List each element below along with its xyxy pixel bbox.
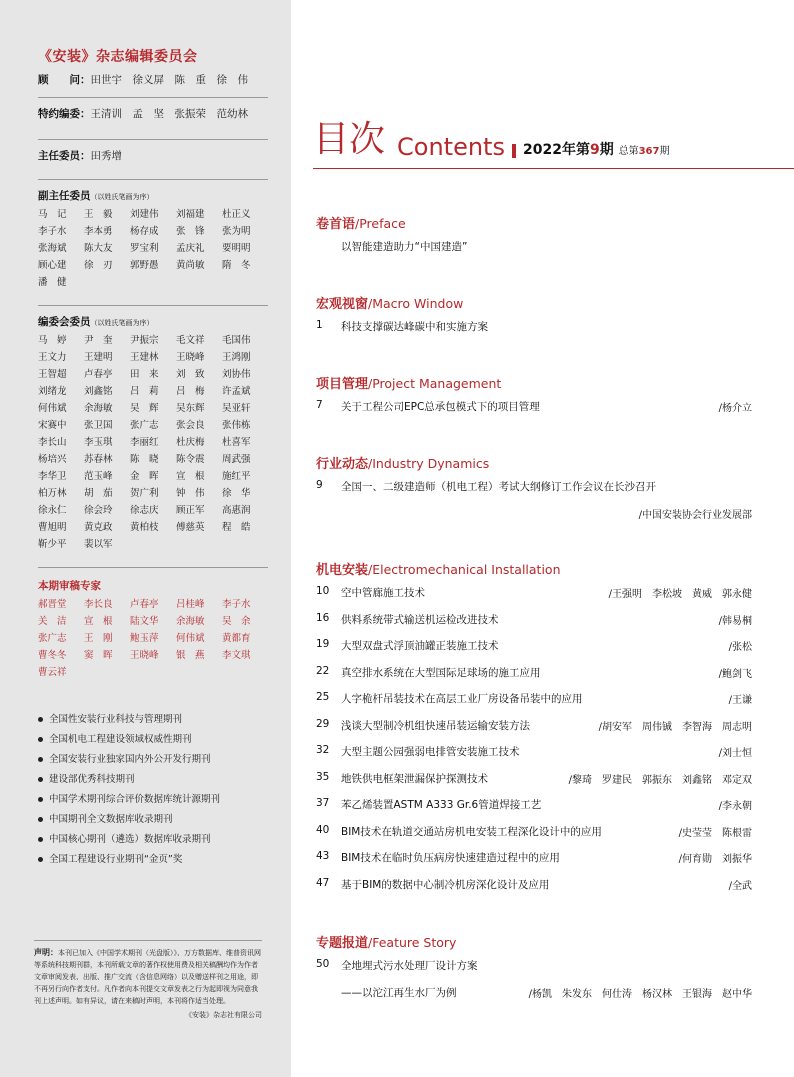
entry-title: 空中管廊施工技术 — [341, 587, 425, 599]
reviewer-name: 郝晋堂 — [38, 599, 67, 610]
reviewer-name: 曹冬冬 — [38, 650, 67, 661]
entry-title: 全国一、二级建造师（机电工程）考试大纲修订工作会议在长沙召开 — [341, 481, 656, 493]
entry-author: /王谦 — [728, 695, 752, 706]
entry-title: 以智能建造助力“中国建造” — [341, 241, 468, 253]
member-name: 张卫国 — [84, 420, 113, 431]
reviewer-name: 李子水 — [222, 599, 251, 610]
member-name: 靳少平 — [38, 539, 67, 550]
special-editors-label: 特约编委： — [38, 108, 91, 120]
entry-page: 47 — [316, 876, 330, 889]
special-editors-row — [38, 106, 268, 121]
section-title: 项目管理/Project Management — [316, 376, 502, 392]
divider — [38, 179, 268, 180]
member-name: 王智超 — [38, 369, 67, 380]
member-name: 杜喜军 — [222, 437, 251, 448]
toc-section — [316, 293, 794, 350]
divider — [38, 97, 268, 98]
member-name: 张会良 — [176, 420, 205, 431]
toc-entry[interactable] — [316, 985, 794, 1001]
entry-title: BIM技术在临时负压病房快速建造过程中的应用 — [341, 852, 560, 864]
entry-title: ——以沱江再生水厂为例 — [341, 986, 457, 999]
issue-marker — [512, 144, 516, 158]
member-name: 吴东辉 — [176, 403, 205, 414]
reviewer-name: 李文琪 — [222, 650, 251, 661]
toc-entry[interactable] — [316, 239, 794, 255]
vice-chair-name: 隋 冬 — [222, 260, 251, 271]
vice-chair-name: 张 锋 — [176, 226, 205, 237]
vice-chair-name: 孟庆礼 — [176, 243, 205, 254]
toc-section — [316, 932, 794, 1015]
chief-row — [38, 148, 268, 163]
member-name: 钟 伟 — [176, 488, 205, 499]
advisors-names: 田世宇 徐义屏 陈 重 徐 伟 — [90, 74, 248, 86]
vice-chair-name: 马 记 — [38, 209, 67, 220]
entry-page: 16 — [316, 611, 330, 624]
members-list — [38, 333, 268, 553]
member-name: 高惠润 — [222, 505, 251, 516]
editorial-board-title: 《安装》杂志编辑委员会 — [38, 49, 198, 65]
vice-chair-name: 杜正义 — [222, 209, 251, 220]
entry-title: BIM技术在轨道交通站房机电安装工程深化设计中的应用 — [341, 825, 602, 838]
editorial-sidebar — [0, 0, 291, 1077]
entry-author: /张松 — [728, 642, 752, 653]
honor-item: 中国期刊全文数据库收录期刊 — [38, 811, 268, 825]
notice-text: 本刊已加入《中国学术期刊（光盘版）》、万方数据库、维普资讯网等系统科技期刊群，本刊所载文章的著作权使用费及相关稿酬均作为作者文章审阅发表、出版、推广交流（含信息网络）以及赠送样刊之用途，即不再另行向作者支付。凡作者向本刊提交文章发表之行为起即视为同意我刊上述声明。如有异议，请在来稿时声明，本刊将作适当处理。 — [34, 949, 261, 1005]
member-name: 贺广利 — [130, 488, 159, 499]
editorial-board — [38, 46, 268, 871]
member-name: 李华卫 — [38, 471, 67, 482]
toc-section — [316, 559, 794, 907]
entry-author: /中国安装协会行业发展部 — [638, 509, 752, 521]
bullet-icon — [38, 837, 43, 842]
toc-section — [316, 453, 794, 536]
vice-chair-name: 刘福建 — [176, 209, 205, 220]
member-name: 柏万林 — [38, 488, 67, 499]
entry-author: /杨介立 — [718, 403, 752, 414]
honor-item: 中国核心期刊（遴选）数据库收录期刊 — [38, 831, 268, 845]
toc-section — [316, 373, 794, 430]
entry-page: 1 — [316, 319, 323, 331]
reviewer-name: 陆文华 — [130, 616, 159, 627]
toc-entry[interactable] — [316, 958, 794, 974]
entry-title: 基于BIM的数据中心制冷机房深化设计及应用 — [341, 878, 550, 891]
honor-item: 全国工程建设行业期刊“金页”奖 — [38, 851, 268, 865]
reviewer-name: 吕桂峰 — [176, 599, 205, 610]
honor-item: 全国安装行业独家国内外公开发行期刊 — [38, 751, 268, 765]
reviewer-name: 银 燕 — [176, 650, 205, 661]
entry-author: /王强明 李松坡 黄威 郭永健 — [608, 589, 752, 600]
toc-entry[interactable] — [316, 771, 794, 787]
toc-entry[interactable] — [316, 506, 794, 522]
advisors-row — [38, 72, 268, 87]
entry-title: 全地埋式污水处理厂设计方案 — [341, 960, 478, 972]
divider — [38, 305, 268, 306]
member-name: 程 皓 — [222, 522, 251, 533]
toc-entry[interactable] — [316, 665, 794, 681]
member-name: 周武强 — [222, 454, 251, 465]
vice-chair-name: 徐 刃 — [84, 260, 113, 271]
member-name: 杨培兴 — [38, 454, 67, 465]
toc-header — [313, 120, 794, 170]
toc-entry[interactable] — [316, 797, 794, 813]
entry-page: 22 — [316, 664, 330, 677]
member-name: 裴以军 — [84, 539, 113, 550]
vice-chair-name: 张海斌 — [38, 243, 67, 254]
member-name: 李玉琪 — [84, 437, 113, 448]
copyright-notice — [34, 940, 262, 1021]
toc-entry[interactable] — [316, 585, 794, 601]
vice-chair-name: 郭野愚 — [130, 260, 159, 271]
bullet-icon — [38, 737, 43, 742]
reviewer-name: 张广志 — [38, 633, 67, 644]
member-name: 张广志 — [130, 420, 159, 431]
vice-chair-name: 杨存成 — [130, 226, 159, 237]
entry-page: 35 — [316, 770, 330, 783]
member-name: 吴 辉 — [130, 403, 159, 414]
vice-chair-name: 张为明 — [222, 226, 251, 237]
entry-title: 大型双盘式浮顶油罐正装施工技术 — [341, 640, 499, 652]
member-name: 徐会玲 — [84, 505, 113, 516]
entry-author: /史莹莹 陈根雷 — [678, 827, 752, 839]
entry-author: /胡安军 周伟铖 李智海 周志明 — [598, 721, 752, 733]
vice-chair-name: 李子水 — [38, 226, 67, 237]
vice-chair-name: 王 毅 — [84, 209, 113, 220]
section-title: 行业动态/Industry Dynamics — [316, 456, 490, 472]
entry-page: 7 — [316, 399, 323, 411]
member-name: 马 婷 — [38, 335, 67, 346]
member-name: 卢春亭 — [84, 369, 113, 380]
member-name: 陈令震 — [176, 454, 205, 465]
entry-title: 苯乙烯装置ASTM A333 Gr.6管道焊接工艺 — [341, 799, 542, 811]
divider — [38, 139, 268, 140]
member-name: 毛文祥 — [176, 335, 205, 346]
bullet-icon — [38, 717, 43, 722]
member-name: 黄柏枝 — [130, 522, 159, 533]
vice-chair-name: 罗宝利 — [130, 243, 159, 254]
member-name: 张伟栋 — [222, 420, 251, 431]
member-name: 李长山 — [38, 437, 67, 448]
member-name: 刘鑫铭 — [84, 386, 113, 397]
reviewer-name: 吴 余 — [222, 616, 251, 627]
entry-page: 50 — [316, 958, 330, 970]
toc-entry[interactable] — [316, 612, 794, 628]
toc-entry[interactable] — [316, 479, 794, 495]
bullet-icon — [38, 797, 43, 802]
member-name: 胡 茄 — [84, 488, 113, 499]
section-title: 专题报道/Feature Story — [316, 935, 457, 951]
member-name: 何伟斌 — [38, 403, 67, 414]
member-name: 王鸿刚 — [222, 352, 251, 363]
member-name: 刘 致 — [176, 369, 205, 380]
advisors-label: 顾 问： — [38, 74, 91, 86]
notice-signature: 《安装》杂志社有限公司 — [185, 1011, 262, 1019]
vice-chair-name: 潘 健 — [38, 277, 67, 288]
entry-author: /何育勋 刘振华 — [678, 854, 752, 865]
entry-title: 供料系统带式输送机运检改进技术 — [341, 613, 499, 626]
reviewer-name: 李长良 — [84, 599, 113, 610]
toc-entry[interactable] — [316, 877, 794, 893]
toc-title-en: Contents — [397, 133, 505, 161]
member-name: 王建明 — [84, 352, 113, 363]
entry-page: 29 — [316, 717, 330, 730]
entry-author: /杨凯 朱发东 何仕涛 杨汉林 王银海 赵中华 — [528, 988, 752, 1000]
member-name: 余海敏 — [84, 403, 113, 414]
reviewers-heading: 本期审稿专家 — [38, 580, 101, 592]
honor-item: 建设部优秀科技期刊 — [38, 771, 268, 785]
member-name: 王文力 — [38, 352, 67, 363]
member-name: 金 晖 — [130, 471, 159, 482]
member-name: 徐志庆 — [130, 505, 159, 516]
entry-author: /全武 — [728, 880, 752, 892]
member-name: 吕 莉 — [130, 386, 159, 397]
vice-chair-name: 陈大友 — [84, 243, 113, 254]
entry-title: 真空排水系统在大型国际足球场的施工应用 — [341, 666, 541, 679]
entry-title: 浅谈大型制冷机组快速吊装运输安装方法 — [341, 719, 530, 732]
member-name: 宣 根 — [176, 471, 205, 482]
vice-chair-name: 要明明 — [222, 243, 251, 254]
reviewer-name: 王晓峰 — [130, 650, 159, 661]
section-title: 机电安装/Electromechanical Installation — [316, 562, 561, 578]
chief-label: 主任委员： — [38, 150, 91, 162]
toc-entry[interactable] — [316, 744, 794, 760]
toc-title-cn: 目次 — [313, 119, 386, 160]
header-rule — [313, 168, 794, 169]
toc-entry[interactable] — [316, 850, 794, 866]
reviewer-name: 余海敏 — [176, 616, 205, 627]
issue-info: 2022年第9期 总第367期 — [523, 142, 670, 158]
toc-entry[interactable] — [316, 399, 794, 415]
bullet-icon — [38, 817, 43, 822]
entry-title: 关于工程公司EPC总承包模式下的项目管理 — [341, 401, 540, 413]
member-name: 傅慈英 — [176, 522, 205, 533]
toc-entry[interactable] — [316, 638, 794, 654]
entry-page: 32 — [316, 744, 330, 756]
member-name: 徐永仁 — [38, 505, 67, 516]
entry-page: 25 — [316, 691, 330, 703]
honor-item: 全国性安装行业科技与管理期刊 — [38, 711, 268, 725]
member-name: 许孟斌 — [222, 386, 251, 397]
vice-chairs-heading: 副主任委员（以姓氏笔画为序） — [38, 190, 154, 202]
reviewer-name: 曹云祥 — [38, 667, 67, 678]
toc-entry[interactable] — [316, 319, 794, 335]
chief-name: 田秀增 — [90, 150, 122, 162]
entry-page: 37 — [316, 797, 330, 809]
member-name: 李丽红 — [130, 437, 159, 448]
entry-author: /黎琦 罗建民 郭振东 刘鑫铭 邓定双 — [568, 774, 752, 786]
member-name: 施红平 — [222, 471, 251, 482]
member-name: 刘协伟 — [222, 369, 251, 380]
section-title: 卷首语/Preface — [316, 216, 406, 232]
reviewer-name: 鲍玉萍 — [130, 633, 159, 644]
entry-page: 10 — [316, 585, 330, 597]
entry-author: /鲍剑飞 — [718, 668, 752, 680]
bullet-icon — [38, 777, 43, 782]
member-name: 顾正军 — [176, 505, 205, 516]
member-name: 王晓峰 — [176, 352, 205, 363]
notice-label: 声明： — [34, 948, 58, 957]
member-name: 王建林 — [130, 352, 159, 363]
entry-title: 大型主题公园强弱电排管安装施工技术 — [341, 746, 520, 758]
honors-list — [38, 711, 268, 865]
entry-page: 19 — [316, 638, 330, 650]
reviewer-name: 王 刚 — [84, 633, 113, 644]
divider — [38, 567, 268, 568]
member-name: 曹旭明 — [38, 522, 67, 533]
member-name: 毛国伟 — [222, 335, 251, 346]
member-name: 黄克政 — [84, 522, 113, 533]
member-name: 徐 华 — [222, 488, 251, 499]
section-title: 宏观视窗/Macro Window — [316, 296, 464, 312]
entry-title: 人字桅杆吊装技术在高层工业厂房设备吊装中的应用 — [341, 693, 583, 705]
member-name: 宋赛中 — [38, 420, 67, 431]
members-heading: 编委会委员（以姓氏笔画为序） — [38, 316, 154, 328]
entry-page: 9 — [316, 479, 323, 491]
member-name: 范玉峰 — [84, 471, 113, 482]
table-of-contents — [313, 0, 794, 1077]
member-name: 苏春林 — [84, 454, 113, 465]
reviewer-name: 卢春亭 — [130, 599, 159, 610]
reviewer-name: 窦 晖 — [84, 650, 113, 661]
member-name: 田 来 — [130, 369, 159, 380]
toc-entry[interactable] — [316, 824, 794, 840]
member-name: 刘绪龙 — [38, 386, 67, 397]
toc-section — [316, 213, 794, 270]
entry-author: /李永朝 — [718, 801, 752, 812]
reviewers-list — [38, 597, 268, 681]
entry-page: 40 — [316, 823, 330, 836]
reviewer-name: 关 洁 — [38, 616, 67, 627]
bullet-icon — [38, 857, 43, 862]
bullet-icon — [38, 757, 43, 762]
reviewer-name: 何伟斌 — [176, 633, 205, 644]
vice-chair-name: 黄尚敏 — [176, 260, 205, 271]
vice-chair-name: 刘建伟 — [130, 209, 159, 220]
toc-entry[interactable] — [316, 691, 794, 707]
reviewer-name: 宣 根 — [84, 616, 113, 627]
vice-chair-name: 李本勇 — [84, 226, 113, 237]
reviewer-name: 黄都育 — [222, 633, 251, 644]
member-name: 杜庆梅 — [176, 437, 205, 448]
member-name: 吕 梅 — [176, 386, 205, 397]
entry-author: /刘士恒 — [718, 748, 752, 759]
entry-title: 科技支撑碳达峰碳中和实施方案 — [341, 321, 488, 333]
member-name: 陈 晓 — [130, 454, 159, 465]
honor-item: 全国机电工程建设领域权威性期刊 — [38, 731, 268, 745]
honor-item: 中国学术期刊综合评价数据库统计源期刊 — [38, 791, 268, 805]
special-editors-names: 王清训 孟 坚 张振荣 范幼林 — [90, 108, 248, 120]
member-name: 尹振宗 — [130, 335, 159, 346]
member-name: 吴亚轩 — [222, 403, 251, 414]
toc-entry[interactable] — [316, 718, 794, 734]
entry-title: 地铁供电框架泄漏保护探测技术 — [341, 772, 488, 785]
vice-chairs-list — [38, 207, 268, 291]
member-name: 尹 奎 — [84, 335, 113, 346]
entry-author: /韩易桐 — [718, 615, 752, 627]
entry-page: 43 — [316, 850, 330, 862]
vice-chair-name: 顾心建 — [38, 260, 67, 271]
